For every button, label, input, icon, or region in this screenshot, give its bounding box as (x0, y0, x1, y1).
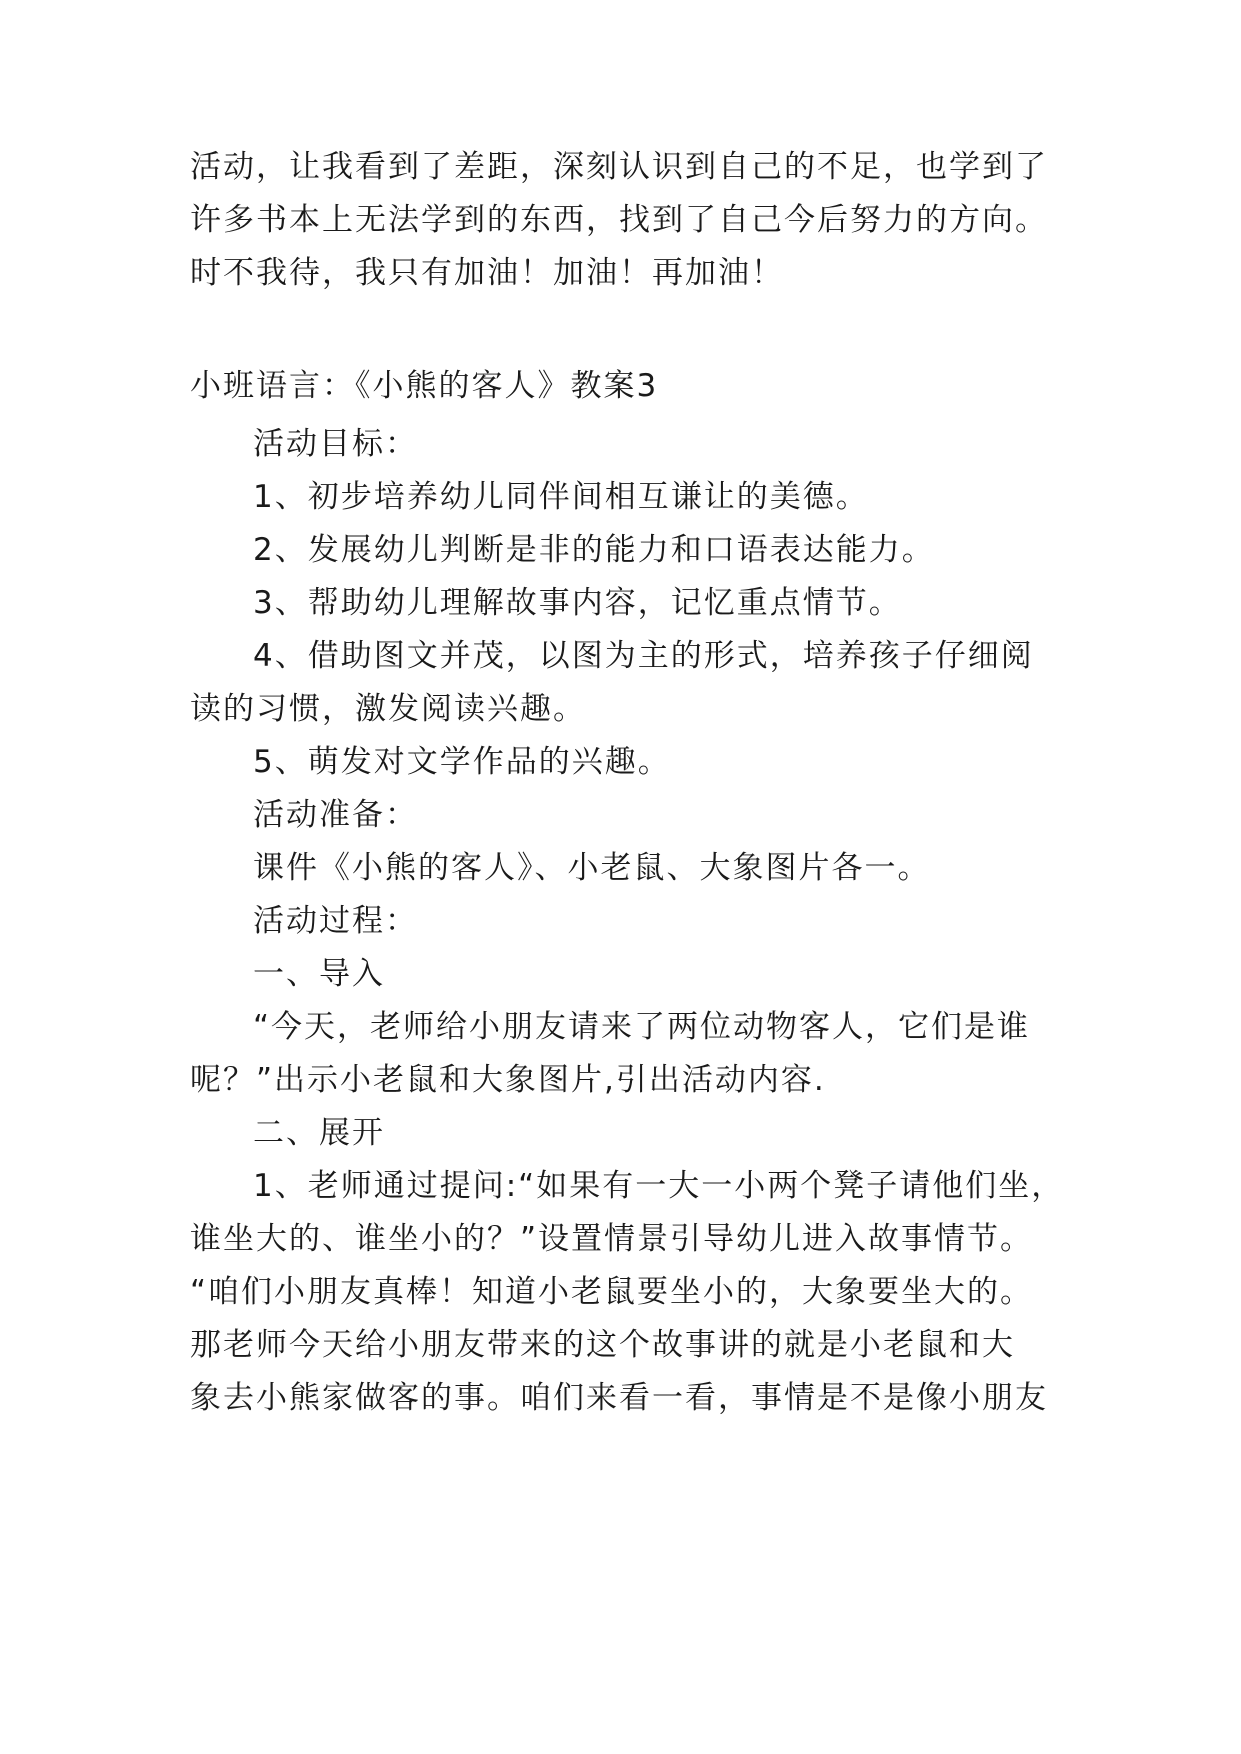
process-heading: 活动过程： (253, 903, 418, 939)
goal-5: 5、萌发对文学作品的兴趣。 (253, 744, 671, 780)
part-1-line-2: 呢？”出示小老鼠和大象图片,引出活动内容. (190, 1062, 826, 1098)
prep-text: 课件《小熊的客人》、小老鼠、大象图片各一。 (253, 850, 931, 886)
goal-4-line-2: 读的习惯，激发阅读兴趣。 (190, 691, 586, 727)
part-2-line-2: 谁坐大的、谁坐小的？”设置情景引导幼儿进入故事情节。 (190, 1221, 1034, 1257)
intro-line-3: 时不我待，我只有加油！加油！再加油！ (190, 255, 784, 291)
intro-line-1: 活动，让我看到了差距，深刻认识到自己的不足，也学到了 (190, 149, 1048, 185)
goal-3: 3、帮助幼儿理解故事内容，记忆重点情节。 (253, 585, 902, 621)
intro-line-2: 许多书本上无法学到的东西，找到了自己今后努力的方向。 (190, 202, 1048, 238)
part-1-line-1: “今天，老师给小朋友请来了两位动物客人，它们是谁 (253, 1009, 1031, 1045)
part-2-line-4: 那老师今天给小朋友带来的这个故事讲的就是小老鼠和大 (190, 1327, 1015, 1363)
goals-heading: 活动目标： (253, 426, 418, 462)
part-2-heading: 二、展开 (253, 1115, 385, 1151)
section-title: 小班语言：《小熊的客人》教案3 (190, 368, 659, 404)
prep-heading: 活动准备： (253, 797, 418, 833)
part-2-line-1: 1、老师通过提问:“如果有一大一小两个凳子请他们坐， (253, 1168, 1065, 1204)
part-2-line-3: “咱们小朋友真棒！知道小老鼠要坐小的，大象要坐大的。 (190, 1274, 1034, 1310)
goal-1: 1、初步培养幼儿同伴间相互谦让的美德。 (253, 479, 869, 515)
goal-4-line-1: 4、借助图文并茂，以图为主的形式，培养孩子仔细阅 (253, 638, 1034, 674)
part-1-heading: 一、导入 (253, 956, 385, 992)
goal-2: 2、发展幼儿判断是非的能力和口语表达能力。 (253, 532, 935, 568)
part-2-line-5: 象去小熊家做客的事。咱们来看一看，事情是不是像小朋友 (190, 1380, 1048, 1416)
